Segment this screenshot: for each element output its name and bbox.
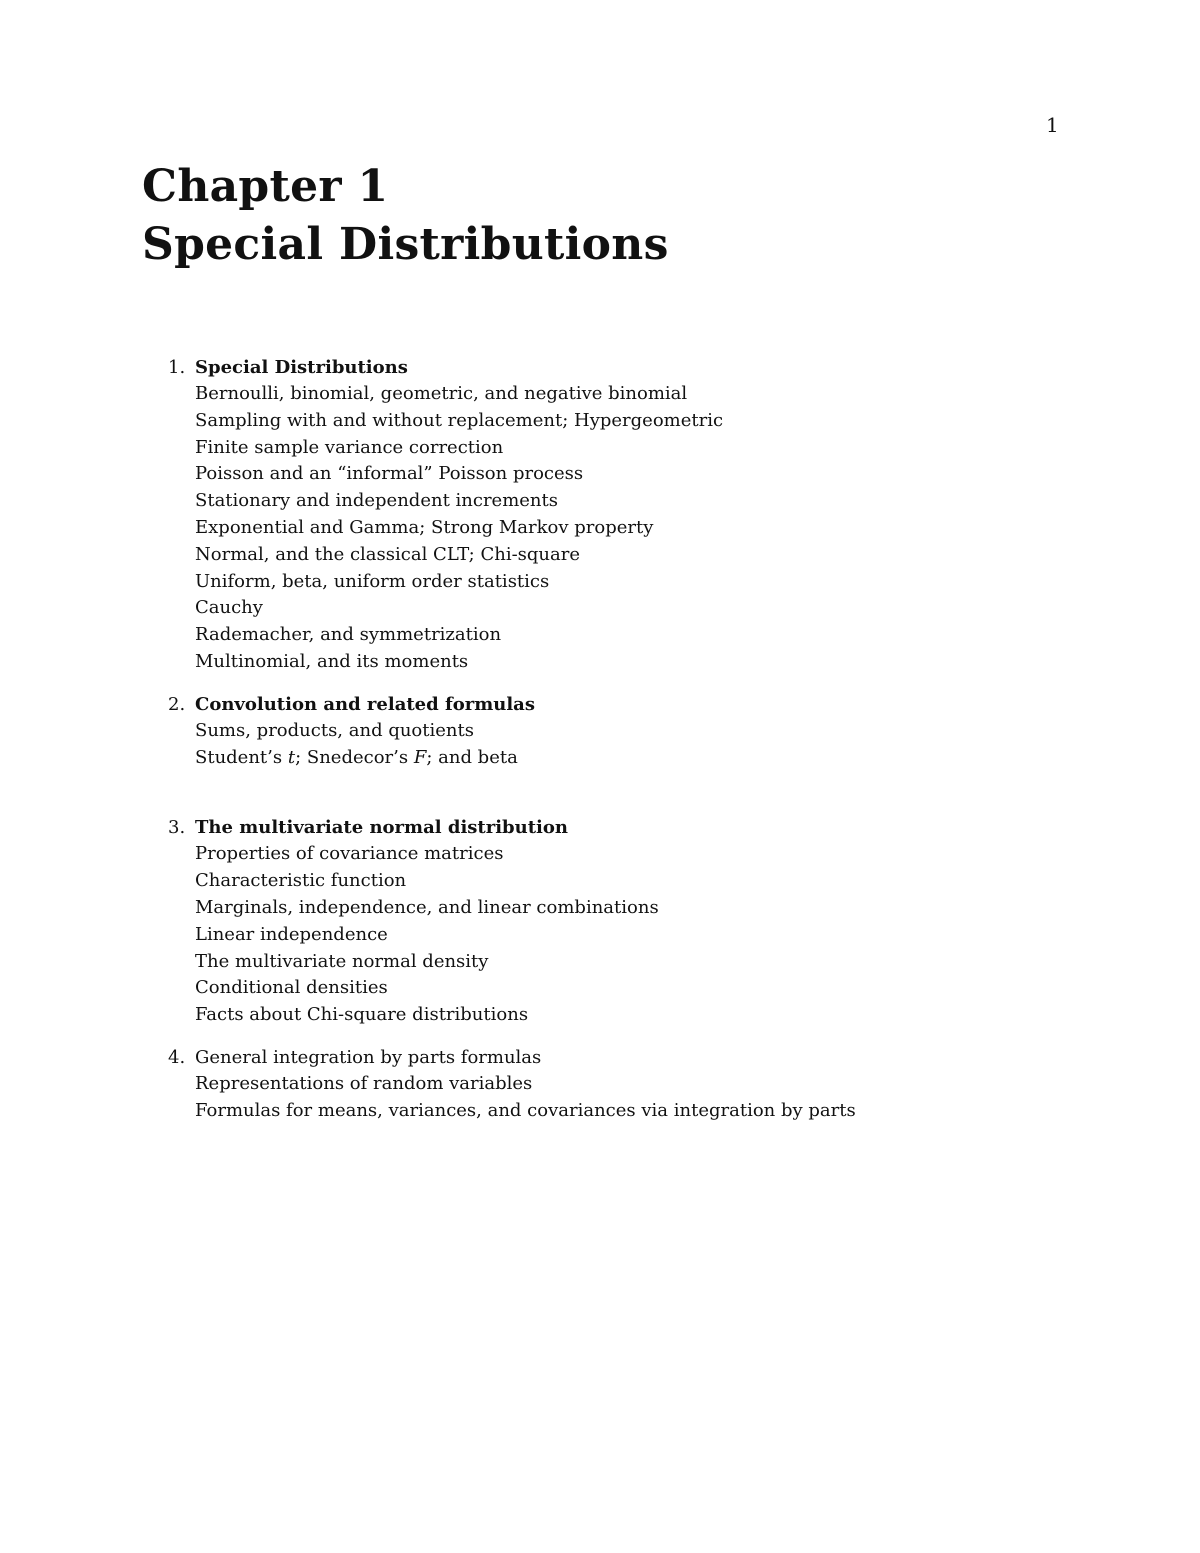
section-3 [160,814,1100,1029]
topic-item: Finite sample variance correction [195,436,504,458]
section-title: Special Distributions [195,357,408,378]
topic-item: Sums, products, and quotients [195,719,474,741]
topic-item: Properties of covariance matrices [195,843,504,865]
topic-item: Normal, and the classical CLT; Chi-square [195,543,581,565]
topic-item: Conditional densities [195,977,388,999]
chapter-title: Special Distributions [142,219,669,270]
topic-item: Uniform, beta, uniform order statistics [195,570,550,592]
math-symbol-f: F [413,746,427,768]
math-symbol-t: t [287,746,296,768]
section-1 [160,354,1100,676]
topic-item: Linear independence [195,923,388,945]
chapter-label: Chapter 1 [142,161,389,212]
section-title: General integration by parts formulas [195,1046,542,1068]
section-title: Convolution and related formulas [195,693,535,715]
topic-item: Facts about Chi-square distributions [195,1004,529,1026]
section-number: 3. [168,817,186,839]
topic-item: The multivariate normal density [195,950,489,972]
topic-text: ; and beta [426,746,518,768]
topic-text: Student’s [195,746,288,768]
topic-item: Multinomial, and its moments [195,650,469,672]
chapter-heading [142,158,669,274]
topic-item: Rademacher, and symmetrization [195,624,502,646]
section-2 [160,691,1100,772]
topic-item: Stationary and independent increments [195,490,558,512]
section-number: 2. [168,693,186,715]
section-number: 1. [168,357,186,378]
topic-item: Poisson and an “informal” Poisson process [195,463,584,485]
topic-item: Sampling with and without replacement; Hypergeometric [195,409,724,431]
page-number: 1 [1046,113,1059,137]
topic-item: Formulas for means, variances, and covariances via integration by parts [195,1099,856,1121]
section-number: 4. [168,1046,186,1068]
section-title: The multivariate normal distribution [195,817,568,839]
topic-item: Characteristic function [195,870,407,892]
topic-item-student-snedecor [195,745,1100,772]
topic-item: Cauchy [195,597,263,619]
topic-item: Representations of random variables [195,1072,533,1094]
topic-item: Bernoulli, binomial, geometric, and negative binomial [195,383,688,404]
chapter-contents-list [160,354,1100,1125]
topic-item: Marginals, independence, and linear combinations [195,896,659,918]
topic-item: Exponential and Gamma; Strong Markov property [195,516,654,538]
topic-text: ; Snedecor’s [295,746,414,768]
section-4 [160,1044,1100,1125]
